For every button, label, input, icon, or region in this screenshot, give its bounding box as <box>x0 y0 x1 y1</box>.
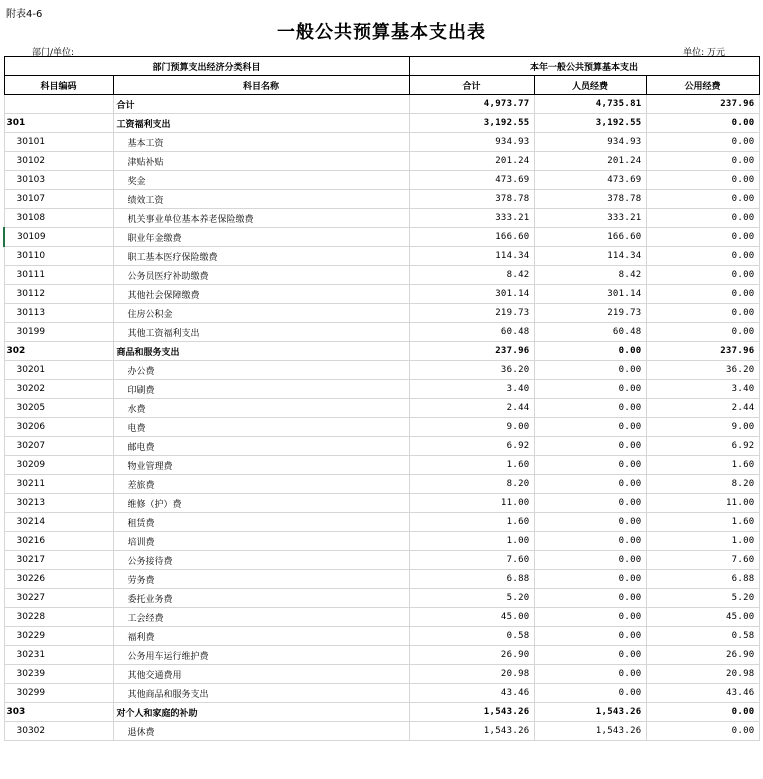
public-cell[interactable]: 0.00 <box>646 190 759 209</box>
name-cell[interactable]: 物业管理费 <box>113 456 409 475</box>
total-cell[interactable]: 301.14 <box>409 285 534 304</box>
public-cell[interactable]: 6.88 <box>646 570 759 589</box>
name-cell[interactable]: 公务员医疗补助缴费 <box>113 266 409 285</box>
name-cell[interactable]: 劳务费 <box>113 570 409 589</box>
table-row[interactable] <box>4 456 759 475</box>
code-cell[interactable]: 30211 <box>4 475 113 494</box>
public-cell[interactable]: 0.00 <box>646 722 759 741</box>
personnel-cell[interactable]: 473.69 <box>534 171 646 190</box>
total-cell[interactable]: 1.00 <box>409 532 534 551</box>
personnel-cell[interactable]: 8.42 <box>534 266 646 285</box>
table-row[interactable] <box>4 228 759 247</box>
personnel-cell[interactable]: 1,543.26 <box>534 703 646 722</box>
personnel-cell[interactable]: 0.00 <box>534 456 646 475</box>
name-cell[interactable]: 其他工资福利支出 <box>113 323 409 342</box>
table-row[interactable] <box>4 532 759 551</box>
code-cell[interactable]: 302 <box>4 342 113 361</box>
unit-label: 单位: 万元 <box>683 48 725 58</box>
name-cell[interactable]: 住房公积金 <box>113 304 409 323</box>
code-cell[interactable]: 30201 <box>4 361 113 380</box>
public-cell[interactable]: 0.00 <box>646 266 759 285</box>
header-name[interactable]: 科目名称 <box>113 76 409 95</box>
header-group-classification[interactable]: 部门预算支出经济分类科目 <box>4 57 409 76</box>
table-row[interactable] <box>4 646 759 665</box>
total-cell[interactable]: 237.96 <box>409 342 534 361</box>
name-cell[interactable]: 委托业务费 <box>113 589 409 608</box>
total-cell[interactable]: 1.60 <box>409 456 534 475</box>
personnel-cell[interactable]: 934.93 <box>534 133 646 152</box>
table-row[interactable] <box>4 95 759 114</box>
code-cell[interactable]: 30299 <box>4 684 113 703</box>
name-cell[interactable]: 合计 <box>113 95 409 114</box>
name-cell[interactable]: 其他交通费用 <box>113 665 409 684</box>
public-cell[interactable]: 3.40 <box>646 380 759 399</box>
public-cell[interactable]: 9.00 <box>646 418 759 437</box>
total-cell[interactable]: 1.60 <box>409 513 534 532</box>
personnel-cell[interactable]: 0.00 <box>534 513 646 532</box>
total-cell[interactable]: 0.58 <box>409 627 534 646</box>
public-cell[interactable]: 0.00 <box>646 171 759 190</box>
public-cell[interactable]: 0.00 <box>646 304 759 323</box>
table-row[interactable] <box>4 684 759 703</box>
code-cell[interactable]: 30101 <box>4 133 113 152</box>
name-cell[interactable]: 对个人和家庭的补助 <box>113 703 409 722</box>
table-row[interactable] <box>4 323 759 342</box>
personnel-cell[interactable]: 0.00 <box>534 361 646 380</box>
personnel-cell[interactable]: 333.21 <box>534 209 646 228</box>
total-cell[interactable]: 43.46 <box>409 684 534 703</box>
total-cell[interactable]: 1,543.26 <box>409 703 534 722</box>
total-cell[interactable]: 166.60 <box>409 228 534 247</box>
table-row[interactable] <box>4 722 759 741</box>
code-cell[interactable]: 30302 <box>4 722 113 741</box>
code-cell[interactable]: 30110 <box>4 247 113 266</box>
code-cell[interactable]: 30113 <box>4 304 113 323</box>
public-cell[interactable]: 11.00 <box>646 494 759 513</box>
table-row[interactable] <box>4 171 759 190</box>
code-cell[interactable]: 30111 <box>4 266 113 285</box>
name-cell[interactable]: 其他商品和服务支出 <box>113 684 409 703</box>
public-cell[interactable]: 0.58 <box>646 627 759 646</box>
total-cell[interactable]: 8.20 <box>409 475 534 494</box>
code-cell[interactable]: 30112 <box>4 285 113 304</box>
personnel-cell[interactable]: 219.73 <box>534 304 646 323</box>
budget-table <box>3 56 760 741</box>
code-cell[interactable]: 30199 <box>4 323 113 342</box>
total-cell[interactable]: 9.00 <box>409 418 534 437</box>
personnel-cell[interactable]: 0.00 <box>534 684 646 703</box>
name-cell[interactable]: 工资福利支出 <box>113 114 409 133</box>
total-cell[interactable]: 45.00 <box>409 608 534 627</box>
code-cell[interactable]: 30206 <box>4 418 113 437</box>
total-cell[interactable]: 3.40 <box>409 380 534 399</box>
name-cell[interactable]: 机关事业单位基本养老保险缴费 <box>113 209 409 228</box>
name-cell[interactable]: 邮电费 <box>113 437 409 456</box>
table-row[interactable] <box>4 380 759 399</box>
personnel-cell[interactable]: 0.00 <box>534 494 646 513</box>
personnel-cell[interactable]: 0.00 <box>534 399 646 418</box>
public-cell[interactable]: 36.20 <box>646 361 759 380</box>
public-cell[interactable]: 20.98 <box>646 665 759 684</box>
personnel-cell[interactable]: 0.00 <box>534 532 646 551</box>
table-row[interactable] <box>4 437 759 456</box>
total-cell[interactable]: 4,973.77 <box>409 95 534 114</box>
table-body <box>4 95 759 741</box>
personnel-cell[interactable]: 4,735.81 <box>534 95 646 114</box>
name-cell[interactable]: 维修（护）费 <box>113 494 409 513</box>
table-row[interactable] <box>4 152 759 171</box>
code-cell[interactable]: 30209 <box>4 456 113 475</box>
name-cell[interactable]: 商品和服务支出 <box>113 342 409 361</box>
personnel-cell[interactable]: 0.00 <box>534 380 646 399</box>
total-cell[interactable]: 6.92 <box>409 437 534 456</box>
code-cell[interactable]: 30214 <box>4 513 113 532</box>
table-row[interactable] <box>4 361 759 380</box>
public-cell[interactable]: 0.00 <box>646 323 759 342</box>
code-cell[interactable]: 303 <box>4 703 113 722</box>
code-cell[interactable] <box>4 95 113 114</box>
name-cell[interactable]: 印刷费 <box>113 380 409 399</box>
personnel-cell[interactable]: 0.00 <box>534 551 646 570</box>
table-row[interactable] <box>4 133 759 152</box>
code-cell[interactable]: 30205 <box>4 399 113 418</box>
table-row[interactable] <box>4 665 759 684</box>
personnel-cell[interactable]: 0.00 <box>534 342 646 361</box>
public-cell[interactable]: 0.00 <box>646 285 759 304</box>
total-cell[interactable]: 5.20 <box>409 589 534 608</box>
public-cell[interactable]: 2.44 <box>646 399 759 418</box>
total-cell[interactable]: 8.42 <box>409 266 534 285</box>
table-row[interactable] <box>4 589 759 608</box>
personnel-cell[interactable]: 1,543.26 <box>534 722 646 741</box>
code-cell[interactable]: 30231 <box>4 646 113 665</box>
personnel-cell[interactable]: 0.00 <box>534 418 646 437</box>
personnel-cell[interactable]: 0.00 <box>534 570 646 589</box>
header-total[interactable]: 合计 <box>409 76 534 95</box>
code-cell[interactable]: 30229 <box>4 627 113 646</box>
public-cell[interactable]: 1.60 <box>646 513 759 532</box>
total-cell[interactable]: 934.93 <box>409 133 534 152</box>
personnel-cell[interactable]: 0.00 <box>534 475 646 494</box>
public-cell[interactable]: 237.96 <box>646 342 759 361</box>
name-cell[interactable]: 福利费 <box>113 627 409 646</box>
name-cell[interactable]: 公务接待费 <box>113 551 409 570</box>
personnel-cell[interactable]: 3,192.55 <box>534 114 646 133</box>
code-cell[interactable]: 30102 <box>4 152 113 171</box>
personnel-cell[interactable]: 60.48 <box>534 323 646 342</box>
name-cell[interactable]: 工会经费 <box>113 608 409 627</box>
code-cell[interactable]: 30216 <box>4 532 113 551</box>
code-cell[interactable]: 30217 <box>4 551 113 570</box>
personnel-cell[interactable]: 301.14 <box>534 285 646 304</box>
code-cell[interactable]: 301 <box>4 114 113 133</box>
table-row[interactable] <box>4 570 759 589</box>
total-cell[interactable]: 378.78 <box>409 190 534 209</box>
code-cell[interactable]: 30207 <box>4 437 113 456</box>
name-cell[interactable]: 培训费 <box>113 532 409 551</box>
personnel-cell[interactable]: 0.00 <box>534 589 646 608</box>
name-cell[interactable]: 差旅费 <box>113 475 409 494</box>
total-cell[interactable]: 2.44 <box>409 399 534 418</box>
code-cell[interactable]: 30202 <box>4 380 113 399</box>
public-cell[interactable]: 6.92 <box>646 437 759 456</box>
personnel-cell[interactable]: 0.00 <box>534 437 646 456</box>
public-cell[interactable]: 0.00 <box>646 703 759 722</box>
code-cell[interactable]: 30239 <box>4 665 113 684</box>
table-row[interactable] <box>4 399 759 418</box>
personnel-cell[interactable]: 166.60 <box>534 228 646 247</box>
code-cell[interactable]: 30108 <box>4 209 113 228</box>
code-cell[interactable]: 30103 <box>4 171 113 190</box>
table-row[interactable] <box>4 114 759 133</box>
total-cell[interactable]: 26.90 <box>409 646 534 665</box>
table-row[interactable] <box>4 247 759 266</box>
personnel-cell[interactable]: 201.24 <box>534 152 646 171</box>
total-cell[interactable]: 473.69 <box>409 171 534 190</box>
department-label: 部门/单位: <box>32 48 75 58</box>
public-cell[interactable]: 0.00 <box>646 133 759 152</box>
table-row[interactable] <box>4 513 759 532</box>
table-row[interactable] <box>4 627 759 646</box>
personnel-cell[interactable]: 0.00 <box>534 608 646 627</box>
total-cell[interactable]: 6.88 <box>409 570 534 589</box>
total-cell[interactable]: 20.98 <box>409 665 534 684</box>
personnel-cell[interactable]: 0.00 <box>534 646 646 665</box>
public-cell[interactable]: 1.00 <box>646 532 759 551</box>
header-code[interactable]: 科目编码 <box>4 76 113 95</box>
code-cell[interactable]: 30107 <box>4 190 113 209</box>
name-cell[interactable]: 水费 <box>113 399 409 418</box>
personnel-cell[interactable]: 114.34 <box>534 247 646 266</box>
name-cell[interactable]: 其他社会保障缴费 <box>113 285 409 304</box>
table-row[interactable] <box>4 285 759 304</box>
name-cell[interactable]: 绩效工资 <box>113 190 409 209</box>
total-cell[interactable]: 11.00 <box>409 494 534 513</box>
table-row[interactable] <box>4 266 759 285</box>
public-cell[interactable]: 0.00 <box>646 228 759 247</box>
header-group-expenditure[interactable]: 本年一般公共预算基本支出 <box>409 57 759 76</box>
name-cell[interactable]: 办公费 <box>113 361 409 380</box>
public-cell[interactable]: 0.00 <box>646 114 759 133</box>
table-row[interactable] <box>4 304 759 323</box>
table-row[interactable] <box>4 190 759 209</box>
code-cell[interactable]: 30213 <box>4 494 113 513</box>
name-cell[interactable]: 津贴补贴 <box>113 152 409 171</box>
name-cell[interactable]: 奖金 <box>113 171 409 190</box>
total-cell[interactable]: 60.48 <box>409 323 534 342</box>
code-cell[interactable]: 30226 <box>4 570 113 589</box>
table-row[interactable] <box>4 475 759 494</box>
header-public[interactable]: 公用经费 <box>646 76 759 95</box>
table-row[interactable] <box>4 551 759 570</box>
annex-label: 附表4-6 <box>6 9 43 20</box>
code-cell[interactable]: 30227 <box>4 589 113 608</box>
table-row[interactable] <box>4 608 759 627</box>
code-cell[interactable]: 30228 <box>4 608 113 627</box>
table-row[interactable] <box>4 703 759 722</box>
total-cell[interactable]: 1,543.26 <box>409 722 534 741</box>
table-row[interactable] <box>4 342 759 361</box>
name-cell[interactable]: 公务用车运行维护费 <box>113 646 409 665</box>
public-cell[interactable]: 5.20 <box>646 589 759 608</box>
personnel-cell[interactable]: 378.78 <box>534 190 646 209</box>
public-cell[interactable]: 7.60 <box>646 551 759 570</box>
header-personnel[interactable]: 人员经费 <box>534 76 646 95</box>
public-cell[interactable]: 237.96 <box>646 95 759 114</box>
total-cell[interactable]: 333.21 <box>409 209 534 228</box>
public-cell[interactable]: 43.46 <box>646 684 759 703</box>
table-row[interactable] <box>4 418 759 437</box>
personnel-cell[interactable]: 0.00 <box>534 665 646 684</box>
page-title: 一般公共预算基本支出表 <box>277 22 486 43</box>
public-cell[interactable]: 0.00 <box>646 152 759 171</box>
total-cell[interactable]: 3,192.55 <box>409 114 534 133</box>
name-cell[interactable]: 租赁费 <box>113 513 409 532</box>
total-cell[interactable]: 201.24 <box>409 152 534 171</box>
total-cell[interactable]: 7.60 <box>409 551 534 570</box>
public-cell[interactable]: 26.90 <box>646 646 759 665</box>
public-cell[interactable]: 8.20 <box>646 475 759 494</box>
name-cell[interactable]: 基本工资 <box>113 133 409 152</box>
name-cell[interactable]: 电费 <box>113 418 409 437</box>
total-cell[interactable]: 114.34 <box>409 247 534 266</box>
name-cell[interactable]: 退休费 <box>113 722 409 741</box>
personnel-cell[interactable]: 0.00 <box>534 627 646 646</box>
total-cell[interactable]: 36.20 <box>409 361 534 380</box>
name-cell[interactable]: 职业年金缴费 <box>113 228 409 247</box>
public-cell[interactable]: 0.00 <box>646 209 759 228</box>
public-cell[interactable]: 1.60 <box>646 456 759 475</box>
table-row[interactable] <box>4 494 759 513</box>
name-cell[interactable]: 职工基本医疗保险缴费 <box>113 247 409 266</box>
public-cell[interactable]: 45.00 <box>646 608 759 627</box>
public-cell[interactable]: 0.00 <box>646 247 759 266</box>
total-cell[interactable]: 219.73 <box>409 304 534 323</box>
table-row[interactable] <box>4 209 759 228</box>
code-cell[interactable]: 30109 <box>4 228 113 247</box>
